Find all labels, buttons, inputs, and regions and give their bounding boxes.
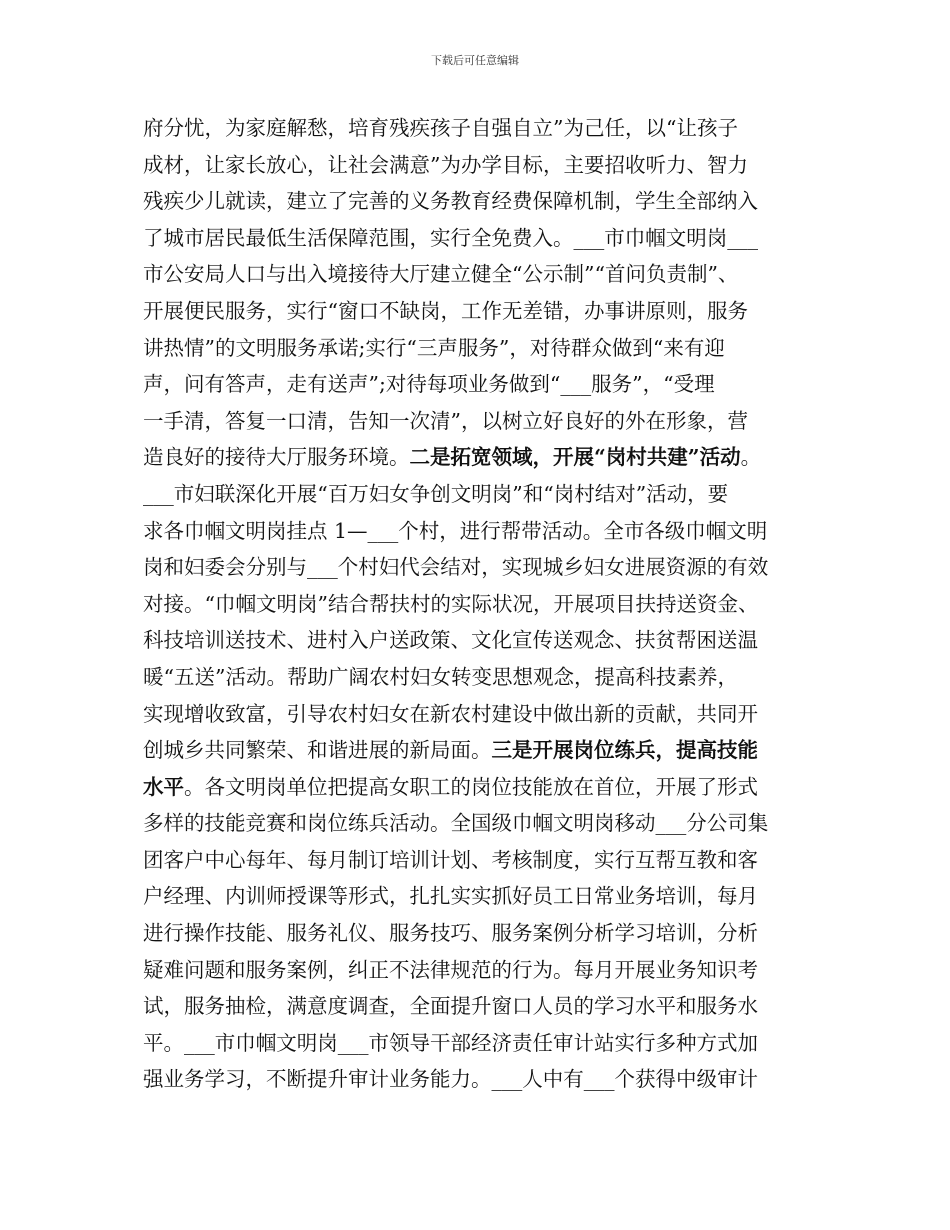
text-line: ___市妇联深化开展“百万妇女争创文明岗”和“岗村结对”活动，要	[143, 481, 729, 506]
text-line: 疑难问题和服务案例，纠正不法律规范的行为。每月开展业务知识考	[143, 957, 758, 982]
bold-heading: 三是开展岗位练兵，提高技能	[491, 738, 758, 763]
text-line: 开展便民服务，实行“窗口不缺岗，工作无差错，办事讲原则，服务	[143, 298, 748, 323]
bold-heading: 水平	[143, 774, 184, 799]
text-line: 试，服务抽检，满意度调查，全面提升窗口人员的学习水平和服务水	[143, 994, 758, 1019]
text-line: 声，问有答声，走有送声”;对待每项业务做到“___服务”，“受理	[143, 372, 715, 397]
text-line: 府分忧，为家庭解愁，培育残疾孩子自强自立”为己任，以“让孩子	[143, 116, 738, 140]
page-header: 下载后可任意编辑	[431, 54, 519, 67]
bold-heading: 二是拓宽领域，开展“岗村共建”活动	[409, 445, 741, 470]
text-line: 讲热情”的文明服务承诺;实行“三声服务”，对待群众做到“来有迎	[143, 335, 725, 360]
text-line: 创城乡共同繁荣、和谐进展的新局面。三是开展岗位练兵，提高技能	[143, 738, 758, 763]
text-line: 市公安局人口与出入境接待大厅建立健全“公示制”“首问负责制”、	[143, 262, 739, 287]
text-line: 成材，让家长放心，让社会满意”为办学目标，主要招收听力、智力	[143, 152, 748, 177]
text-line: 团客户中心每年、每月制订培训计划、考核制度，实行互帮互教和客	[143, 847, 758, 872]
text-line: 多样的技能竞赛和岗位练兵活动。全国级巾帼文明岗移动___分公司集	[143, 811, 769, 836]
text-line: 进行操作技能、服务礼仪、服务技巧、服务案例分析学习培训，分析	[143, 921, 758, 946]
text-line: 对接。“巾帼文明岗”结合帮扶村的实际状况，开展项目扶持送资金、	[143, 591, 759, 616]
body-paragraph	[143, 110, 823, 1098]
text-line: 平。___市巾帼文明岗___市领导干部经济责任审计站实行多种方式加	[143, 1030, 758, 1055]
text-line: 实现增收致富，引导农村妇女在新农村建设中做出新的贡献，共同开	[143, 701, 758, 726]
text-line: 造良好的接待大厅服务环境。二是拓宽领域，开展“岗村共建”活动。	[143, 445, 762, 470]
text-line: 残疾少儿就读，建立了完善的义务教育经费保障机制，学生全部纳入	[143, 189, 758, 214]
text-line: 了城市居民最低生活保障范围，实行全免费入。___市巾帼文明岗___	[143, 225, 758, 250]
text-line: 求各巾帼文明岗挂点 1—___个村，进行帮带活动。全市各级巾帼文明	[143, 518, 768, 543]
text-line: 暖“五送”活动。帮助广阔农村妇女转变思想观念，提高科技素养，	[143, 664, 738, 689]
text-line: 一手清，答复一口清，告知一次清”，以树立好良好的外在形象，营	[143, 408, 748, 433]
text-line: 强业务学习，不断提升审计业务能力。___人中有___个获得中级审计	[143, 1067, 758, 1092]
text-line: 科技培训送技术、进村入户送政策、文化宣传送观念、扶贫帮困送温	[143, 628, 758, 653]
text-line: 户经理、内训师授课等形式，扎扎实实抓好员工日常业务培训，每月	[143, 884, 758, 909]
text-line: 岗和妇委会分别与___个村妇代会结对，实现城乡妇女进展资源的有效	[143, 555, 769, 580]
text-line: 水平。各文明岗单位把提高女职工的岗位技能放在首位，开展了形式	[143, 774, 758, 799]
